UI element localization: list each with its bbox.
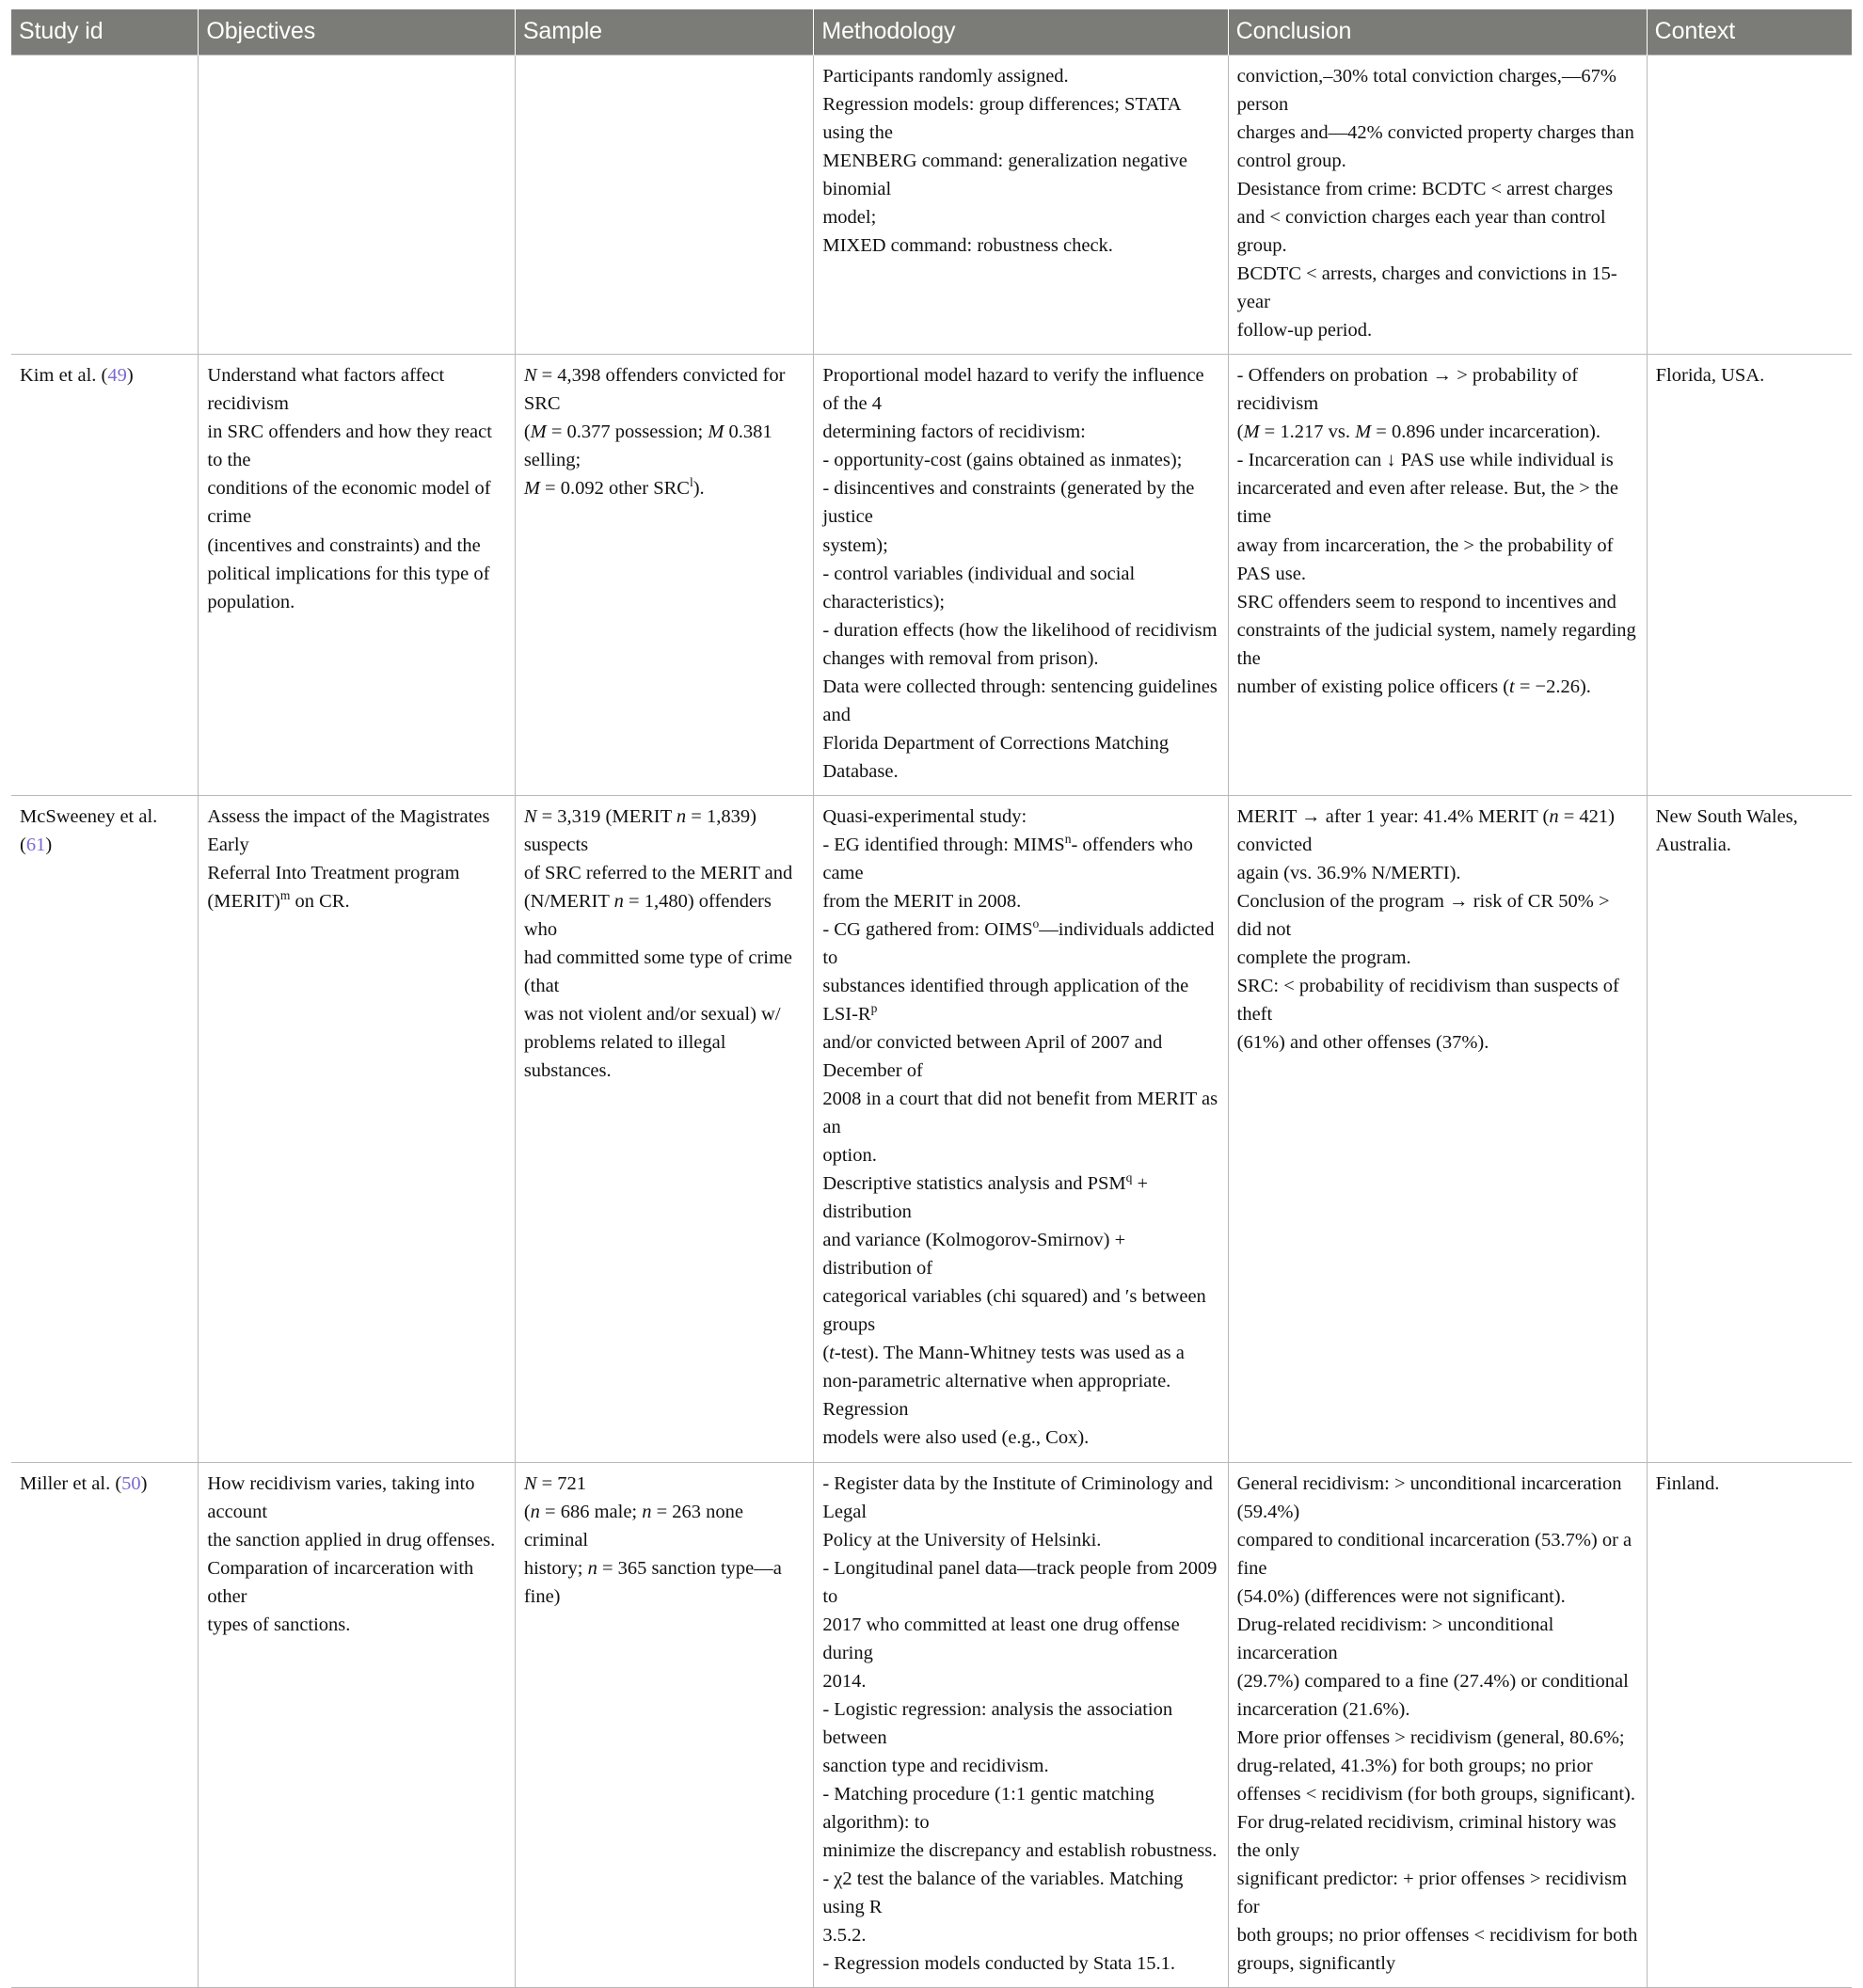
cell-text-line: Regression models: group differences; STATA using the	[822, 94, 1181, 144]
cell-text-line: 2008 in a court that did not benefit from MERIT as an	[822, 1089, 1218, 1138]
cell-text-line: compared to conditional incarceration (53.7%) or a fine	[1236, 1529, 1632, 1579]
cell-conclusion	[1228, 355, 1647, 795]
cell-text-line: complete the program.	[1236, 946, 1411, 968]
table-header	[11, 9, 1852, 56]
cell-text-line: Proportional model hazard to verify the influence of the 4	[822, 365, 1204, 415]
cell-text-line: Assess the impact of the Magistrates Early	[207, 805, 490, 855]
cell-text-line: had committed some type of crime (that	[523, 946, 793, 996]
cell-text-line: incarcerated and even after release. But, the > the time	[1236, 478, 1619, 528]
cell-conclusion	[1228, 56, 1647, 355]
cell-text-line: problems related to illegal substances.	[523, 1032, 726, 1082]
cell-context	[1647, 56, 1852, 355]
cell-text-line: New South Wales,	[1655, 805, 1798, 827]
cell-text-line: (incentives and constraints) and the	[207, 534, 481, 556]
cell-text-line: categorical variables (chi squared) and ′s between groups	[822, 1286, 1206, 1336]
cell-text-line: M = 0.092 other SRC$^l$).	[523, 475, 705, 500]
cell-text-line: history; n = 365 sanction type—a fine)	[523, 1557, 782, 1607]
cell-text-line: and < conviction charges each year than control group.	[1236, 207, 1606, 257]
table-body	[11, 56, 1852, 1988]
cell-text-line: (54.0%) (differences were not significant).	[1236, 1585, 1566, 1607]
column-header-study-id[interactable]: Study id	[11, 9, 199, 56]
cell-objectives	[199, 56, 515, 355]
cell-text-line: the sanction applied in drug offenses.	[207, 1529, 496, 1551]
cell-text-line: population.	[207, 591, 295, 612]
column-header-sample[interactable]: Sample	[515, 9, 814, 56]
cell-study-id	[11, 1462, 199, 1988]
cell-text-line: Australia.	[1655, 834, 1731, 855]
cell-text-line: substances identified through application of the LSI-$R^p$	[822, 975, 1189, 1025]
cell-text-line: both groups; no prior offenses < recidivism for both	[1236, 1925, 1638, 1946]
cell-text-line: sanction type and recidivism.	[822, 1755, 1049, 1776]
cell-context	[1647, 795, 1852, 1462]
cell-text-line: conviction,–30% total conviction charges,—67% person	[1236, 66, 1616, 116]
cell-methodology	[814, 1462, 1228, 1988]
cell-text-line: - χ2 test the balance of the variables. Matching using R	[822, 1868, 1184, 1917]
cell-text-line: - Offenders on probation → > probability of recidivism	[1236, 365, 1579, 415]
cell-text-line: Florida, USA.	[1655, 365, 1765, 387]
cell-text-line: N = 4,398 offenders convicted for SRC	[523, 365, 786, 415]
cell-text-line: non-parametric alternative when appropriate. Regression	[822, 1371, 1171, 1421]
cell-text-line: and variance (Kolmogorov-Smirnov) + distribution of	[822, 1230, 1126, 1280]
reference-link[interactable]: 50	[121, 1472, 141, 1494]
cell-text-line: - duration effects (how the likelihood of recidivism	[822, 619, 1218, 641]
cell-text-line: - CG gathered from: OIMS$^o$—individuals addicted to	[822, 916, 1215, 968]
cell-text-line: Quasi-experimental study:	[822, 805, 1027, 827]
cell-methodology	[814, 795, 1228, 1462]
cell-text-line: models were also used (e.g., Cox).	[822, 1427, 1090, 1449]
cell-text-line: groups, significantly	[1236, 1953, 1396, 1975]
cell-text-line: of SRC referred to the MERIT and	[523, 862, 793, 883]
cell-sample	[515, 56, 814, 355]
cell-text-line: follow-up period.	[1236, 320, 1373, 342]
cell-text-line: SRC offenders seem to respond to incentives and	[1236, 591, 1616, 612]
cell-text-line: in SRC offenders and how they react to the	[207, 421, 492, 471]
cell-text-line: option.	[822, 1145, 877, 1167]
cell-text-line: number of existing police officers (t = −2.26).	[1236, 676, 1591, 697]
cell-text-line: General recidivism: > unconditional incarceration (59.4%)	[1236, 1472, 1622, 1522]
cell-text-line: - opportunity-cost (gains obtained as inmates);	[822, 450, 1183, 471]
cell-text-line: For drug-related recidivism, criminal history was the only	[1236, 1811, 1616, 1861]
cell-objectives	[199, 355, 515, 795]
cell-text-line: - Matching procedure (1:1 gentic matching algorithm): to	[822, 1783, 1154, 1833]
cell-text-line: control group.	[1236, 151, 1346, 172]
cell-text-line: More prior offenses > recidivism (general, 80.6%;	[1236, 1726, 1625, 1748]
cell-text-line: MIXED command: robustness check.	[822, 235, 1113, 257]
cell-text-line: N = 721	[523, 1472, 587, 1494]
cell-objectives	[199, 1462, 515, 1988]
cell-text-line: Participants randomly assigned.	[822, 66, 1069, 87]
cell-text-line: (MERIT)$^m$ on CR.	[207, 888, 350, 912]
cell-text-line: Comparation of incarceration with other	[207, 1557, 474, 1607]
cell-text-line: - Logistic regression: analysis the association between	[822, 1698, 1173, 1748]
cell-text-line: and/or convicted between April of 2007 and December of	[822, 1032, 1163, 1082]
table-row	[11, 1462, 1852, 1988]
column-header-conclusion[interactable]: Conclusion	[1228, 9, 1647, 56]
cell-text-line: model;	[822, 207, 877, 229]
cell-text-line: 2014.	[822, 1670, 867, 1692]
cell-study-id	[11, 56, 199, 355]
cell-context	[1647, 1462, 1852, 1988]
study-id-text: Kim et al. (49)	[20, 365, 134, 387]
cell-sample	[515, 355, 814, 795]
cell-text-line: conditions of the economic model of crime	[207, 478, 491, 528]
column-header-objectives[interactable]: Objectives	[199, 9, 515, 56]
cell-text-line: SRC: < probability of recidivism than suspects of theft	[1236, 975, 1619, 1025]
reference-link[interactable]: 61	[25, 834, 46, 855]
cell-text-line: Descriptive statistics analysis and $PSM^q$ + distribution	[822, 1170, 1149, 1223]
cell-context	[1647, 355, 1852, 795]
cell-text-line: significant predictor: + prior offenses > recidivism for	[1236, 1868, 1628, 1917]
cell-text-line: determining factors of recidivism:	[822, 421, 1086, 443]
cell-text-line: Data were collected through: sentencing guidelines and	[822, 676, 1218, 725]
cell-text-line: Policy at the University of Helsinki.	[822, 1529, 1102, 1551]
cell-text-line: - control variables (individual and social characteristics);	[822, 563, 1136, 612]
cell-text-line: (N/MERIT n = 1,480) offenders who	[523, 890, 772, 940]
reference-link[interactable]: 49	[107, 365, 127, 387]
cell-text-line: again (vs. 36.9% N/MERTI).	[1236, 862, 1461, 883]
cell-text-line: - disincentives and constraints (generated by the justice	[822, 478, 1195, 528]
study-id-text: Miller et al. (50)	[20, 1472, 148, 1494]
cell-text-line: (n = 686 male; n = 263 none criminal	[523, 1501, 744, 1551]
cell-text-line: system);	[822, 534, 888, 556]
cell-text-line: Finland.	[1655, 1472, 1720, 1494]
table-row	[11, 56, 1852, 355]
cell-text-line: - Register data by the Institute of Criminology and Legal	[822, 1472, 1213, 1522]
cell-text-line: Understand what factors affect recidivism	[207, 365, 445, 415]
cell-text-line: (61%) and other offenses (37%).	[1236, 1032, 1489, 1054]
column-header-methodology[interactable]: Methodology	[814, 9, 1228, 56]
cell-text-line: MERIT → after 1 year: 41.4% MERIT (n = 421) convicted	[1236, 805, 1616, 855]
cell-text-line: 2017 who committed at least one drug offense during	[822, 1614, 1180, 1663]
cell-text-line: was not violent and/or sexual) w/	[523, 1004, 781, 1025]
cell-text-line: N = 3,319 (MERIT n = 1,839) suspects	[523, 805, 756, 855]
cell-text-line: - Longitudinal panel data—track people from 2009 to	[822, 1557, 1218, 1607]
cell-text-line: - Regression models conducted by Stata 15.1.	[822, 1953, 1175, 1975]
cell-text-line: constraints of the judicial system, namely regarding the	[1236, 619, 1636, 669]
cell-text-line: - Incarceration can ↓ PAS use while individual is	[1236, 450, 1614, 471]
cell-text-line: - EG identified through: MIMS$^n$- offenders who came	[822, 831, 1193, 883]
cell-text-line: types of sanctions.	[207, 1614, 351, 1635]
cell-text-line: BCDTC < arrests, charges and convictions in 15-year	[1236, 263, 1617, 313]
table-row	[11, 795, 1852, 1462]
cell-sample	[515, 795, 814, 1462]
cell-text-line: changes with removal from prison).	[822, 647, 1099, 669]
cell-study-id	[11, 795, 199, 1462]
systematic-review-table	[11, 9, 1852, 1988]
cell-text-line: How recidivism varies, taking into account	[207, 1472, 475, 1522]
cell-text-line: (M = 1.217 vs. M = 0.896 under incarceration).	[1236, 421, 1600, 443]
cell-text-line: Desistance from crime: BCDTC < arrest charges	[1236, 179, 1614, 200]
cell-text-line: (M = 0.377 possession; M 0.381 selling;	[523, 421, 772, 471]
cell-text-line: political implications for this type of	[207, 563, 490, 584]
cell-study-id	[11, 355, 199, 795]
cell-text-line: 3.5.2.	[822, 1925, 867, 1946]
cell-methodology	[814, 355, 1228, 795]
study-id-text: McSweeney et al. (61)	[20, 805, 158, 855]
cell-text-line: Drug-related recidivism: > unconditional incarceration	[1236, 1614, 1554, 1663]
cell-text-line: (t-test). The Mann-Whitney tests was used as a	[822, 1343, 1185, 1364]
cell-methodology	[814, 56, 1228, 355]
cell-objectives	[199, 795, 515, 1462]
header-row	[11, 9, 1852, 56]
cell-text-line: MENBERG command: generalization negative binomial	[822, 151, 1188, 200]
cell-text-line: Florida Department of Corrections Matching Database.	[822, 732, 1170, 782]
cell-conclusion	[1228, 795, 1647, 1462]
cell-text-line: drug-related, 41.3%) for both groups; no prior	[1236, 1755, 1593, 1776]
cell-text-line: minimize the discrepancy and establish robustness.	[822, 1839, 1218, 1861]
cell-text-line: offenses < recidivism (for both groups, significant).	[1236, 1783, 1636, 1805]
cell-text-line: Conclusion of the program → risk of CR 50% > did not	[1236, 890, 1610, 940]
cell-text-line: (29.7%) compared to a fine (27.4%) or conditional	[1236, 1670, 1629, 1692]
cell-sample	[515, 1462, 814, 1988]
cell-text-line: from the MERIT in 2008.	[822, 890, 1022, 912]
cell-text-line: Referral Into Treatment program	[207, 862, 460, 883]
cell-text-line: incarceration (21.6%).	[1236, 1698, 1410, 1720]
cell-conclusion	[1228, 1462, 1647, 1988]
column-header-context[interactable]: Context	[1647, 9, 1852, 56]
table-row	[11, 355, 1852, 795]
cell-text-line: away from incarceration, the > the probability of PAS use.	[1236, 534, 1614, 584]
cell-text-line: charges and—42% convicted property charges than	[1236, 122, 1634, 144]
